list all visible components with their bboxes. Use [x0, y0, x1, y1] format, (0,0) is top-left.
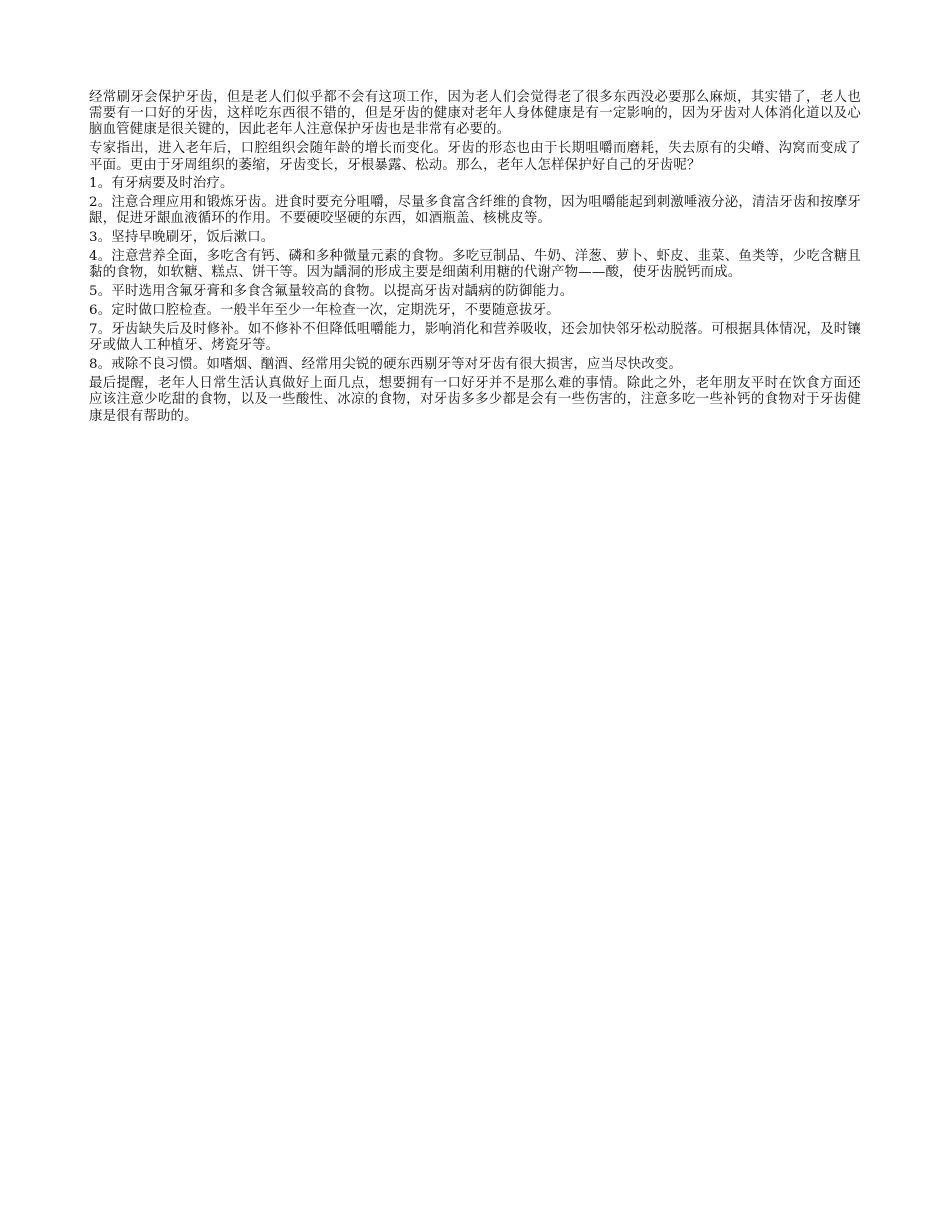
- tip-2-paragraph: 2。注意合理应用和锻炼牙齿。进食时要充分咀嚼，尽量多食富含纤维的食物，因为咀嚼能起到刺激唾液分泌，清洁牙齿和按摩牙龈，促进牙龈血液循环的作用。不要硬咬坚硬的东西，如酒瓶盖、核桃皮等。: [89, 195, 861, 227]
- tip-1-paragraph: 1。有牙病要及时治疗。: [89, 176, 234, 192]
- tip-3-paragraph: 3。坚持早晚刷牙，饭后漱口。: [89, 230, 275, 246]
- tip-5-paragraph: 5。平时选用含氟牙膏和多食含氟量较高的食物。以提高牙齿对龋病的防御能力。: [89, 284, 574, 300]
- document-body: [89, 90, 861, 425]
- intro-paragraph: 经常刷牙会保护牙齿，但是老人们似乎都不会有这项工作，因为老人们会觉得老了很多东西没必要那么麻烦，其实错了，老人也需要有一口好的牙齿，这样吃东西很不错的，但是牙齿的健康对老年人身体健康是有一定影响的，因为牙齿对人体消化道以及心脑血管健康是很关键的，因此老年人注意保护牙齿也是非常有必要的。: [89, 90, 861, 138]
- closing-paragraph: 最后提醒，老年人日常生活认真做好上面几点，想要拥有一口好牙并不是那么难的事情。除此之外，老年朋友平时在饮食方面还应该注意少吃甜的食物，以及一些酸性、冰凉的食物，对牙齿多多少都是会有一些伤害的，注意多吃一些补钙的食物对于牙齿健康是很有帮助的。: [89, 376, 861, 424]
- expert-paragraph: 专家指出，进入老年后，口腔组织会随年龄的增长而变化。牙齿的形态也由于长期咀嚼而磨耗，失去原有的尖嵴、沟窝而变成了平面。更由于牙周组织的萎缩，牙齿变长，牙根暴露、松动。那么，老年人怎样保护好自己的牙齿呢？: [89, 141, 861, 173]
- tip-6-paragraph: 6。定时做口腔检查。一般半年至少一年检查一次，定期洗牙，不要随意拔牙。: [89, 303, 560, 319]
- tip-8-paragraph: 8。戒除不良习惯。如嗜烟、酗酒、经常用尖锐的硬东西剔牙等对牙齿有很大损害，应当尽快改变。: [89, 357, 683, 373]
- tip-4-paragraph: 4。注意营养全面，多吃含有钙、磷和多种微量元素的食物。多吃豆制品、牛奶、洋葱、萝卜、虾皮、韭菜、鱼类等，少吃含糖且黏的食物，如软糖、糕点、饼干等。因为龋洞的形成主要是细菌利用糖的代谢产物——酸，使牙齿脱钙而成。: [89, 249, 861, 281]
- tip-7-paragraph: 7。牙齿缺失后及时修补。如不修补不但降低咀嚼能力，影响消化和营养吸收，还会加快邻牙松动脱落。可根据具体情况，及时镶牙或做人工种植牙、烤瓷牙等。: [89, 322, 861, 354]
